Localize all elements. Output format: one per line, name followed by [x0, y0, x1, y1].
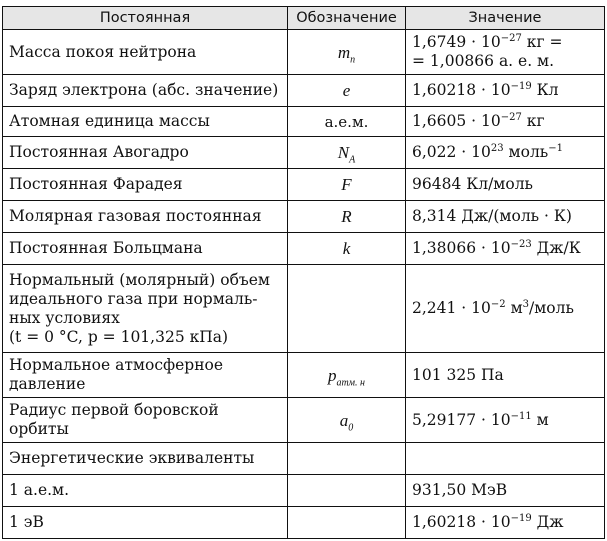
- table-row: [3, 107, 605, 137]
- table-row: [3, 137, 605, 169]
- constant-name: 1 а.е.м.: [3, 475, 288, 507]
- table-row: [3, 201, 605, 233]
- constant-name: Энергетические эквиваленты: [3, 443, 288, 475]
- constant-name: Молярная газовая постоянная: [3, 201, 288, 233]
- constant-value: [406, 443, 605, 475]
- constant-value: $1,6749 \cdot 10^{-27}$ кг = = 1,00866 а. е. м.: [406, 30, 605, 75]
- constant-value: $6,022 \cdot 10^{23}$ моль$^{-1}$: [406, 137, 605, 169]
- table-row: [3, 75, 605, 107]
- table-row: [3, 475, 605, 507]
- header-constant: Постоянная: [3, 7, 288, 30]
- constant-symbol: k: [288, 233, 406, 265]
- table-row: [3, 507, 605, 539]
- constant-symbol: R: [288, 201, 406, 233]
- table-row: [3, 30, 605, 75]
- constant-value: $1,60218 \cdot 10^{-19}$ Кл: [406, 75, 605, 107]
- constant-symbol: F: [288, 169, 406, 201]
- header-symbol: Обозначение: [288, 7, 406, 30]
- constant-symbol: $a_0$: [288, 398, 406, 443]
- constant-name: Нормальный (молярный) объем идеального газа при нормаль- ных условиях (t = 0 °C, p = 101,325 кПа): [3, 265, 288, 353]
- constant-symbol: $N_A$: [288, 137, 406, 169]
- constant-symbol: [288, 265, 406, 353]
- constant-value: 101 325 Па: [406, 353, 605, 398]
- constant-symbol: а.е.м.: [288, 107, 406, 137]
- constant-symbol: [288, 475, 406, 507]
- table-row: [3, 398, 605, 443]
- constant-name: Нормальное атмосферное давление: [3, 353, 288, 398]
- constant-name: Масса покоя нейтрона: [3, 30, 288, 75]
- constant-name: Заряд электрона (абс. значение): [3, 75, 288, 107]
- header-row: [3, 7, 605, 30]
- constant-value: 931,50 МэВ: [406, 475, 605, 507]
- table-row: [3, 265, 605, 353]
- table-row: [3, 233, 605, 265]
- constant-value: $2,241 \cdot 10^{-2}$ $м^3$/моль: [406, 265, 605, 353]
- constant-name: Радиус первой боровской орбиты: [3, 398, 288, 443]
- constant-name: Постоянная Авогадро: [3, 137, 288, 169]
- constant-value: $1,38066 \cdot 10^{-23}$ Дж/К: [406, 233, 605, 265]
- table-row: [3, 443, 605, 475]
- constant-symbol: [288, 507, 406, 539]
- constant-symbol: [288, 443, 406, 475]
- constants-table: [2, 6, 605, 539]
- constant-value: 96484 Кл/моль: [406, 169, 605, 201]
- constant-value: $1,60218 \cdot 10^{-19}$ Дж: [406, 507, 605, 539]
- constant-name: Постоянная Фарадея: [3, 169, 288, 201]
- table-row: [3, 353, 605, 398]
- constant-value: $1,6605 \cdot 10^{-27}$ кг: [406, 107, 605, 137]
- constant-symbol: e: [288, 75, 406, 107]
- table-row: [3, 169, 605, 201]
- constant-name: Атомная единица массы: [3, 107, 288, 137]
- constant-name: Постоянная Больцмана: [3, 233, 288, 265]
- constant-value: 8,314 Дж/(моль · К): [406, 201, 605, 233]
- constant-symbol: $m_n$: [288, 30, 406, 75]
- header-value: Значение: [406, 7, 605, 30]
- constant-value: $5,29177 \cdot 10^{-11}$ м: [406, 398, 605, 443]
- constant-name: 1 эВ: [3, 507, 288, 539]
- constant-symbol: $p_{атм. н}$: [288, 353, 406, 398]
